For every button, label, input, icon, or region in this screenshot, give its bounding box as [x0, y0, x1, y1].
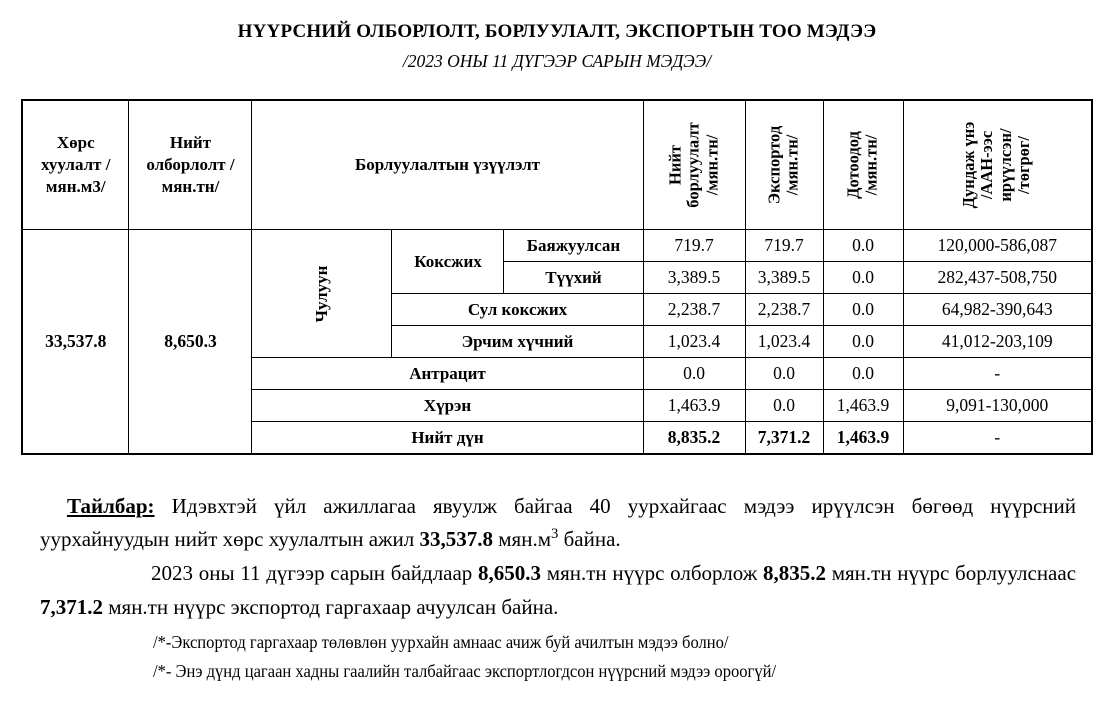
table-header-row	[22, 100, 1092, 230]
header-total-sales	[643, 100, 745, 230]
note1-text-b: байна.	[563, 527, 621, 552]
cell-price-range: 64,982-390,643	[903, 294, 1092, 326]
note2-value-3: 7,371.2	[40, 594, 103, 619]
cell-export: 7,371.2	[745, 422, 823, 454]
cell-total-sales: 8,835.2	[643, 422, 745, 454]
header-overburden: Хөрс хуулалт /мян.м3/	[22, 100, 129, 230]
note2-value-1: 8,650.3	[478, 560, 542, 585]
header-avg-price	[903, 100, 1092, 230]
rotated-header-total-sales: Нийт борлуулалт /мян.тн/	[665, 122, 722, 208]
note-paragraph-1	[40, 490, 1076, 557]
cell-type-semi-coking: Сул коксжих	[392, 294, 643, 326]
cell-export: 0.0	[745, 358, 823, 390]
header-domestic	[823, 100, 903, 230]
cell-total-sales: 1,463.9	[643, 390, 745, 422]
cell-export: 719.7	[745, 230, 823, 262]
cell-total-sales: 719.7	[643, 230, 745, 262]
note2-value-2: 8,835.2	[762, 560, 826, 585]
cell-subtype-washed: Баяжуулсан	[504, 230, 643, 262]
note1-text-a: Идэвхтэй үйл ажиллагаа явуулж байгаа 40 уурхайгаас мэдээ ирүүлсэн бөгөөд нүүрсний уурхайнуудын нийт хөрс хуулалтын ажил	[40, 493, 1077, 552]
note1-value: 33,537.8	[419, 527, 494, 552]
cell-overburden-total: 33,537.8	[22, 230, 129, 454]
header-total-mining: Нийт олборлолт /мян.тн/	[129, 100, 252, 230]
rotated-header-avg-price: Дундаж үнэ /ААН-ээс ирүүлсэн/ /төгрөг/	[959, 121, 1034, 209]
cell-export: 2,238.7	[745, 294, 823, 326]
rotated-header-domestic: Дотоодод /мян.тн/	[843, 131, 881, 199]
cell-domestic: 1,463.9	[823, 390, 903, 422]
cell-group-stone-coal	[252, 230, 392, 358]
cell-price-range: 9,091-130,000	[903, 390, 1092, 422]
header-sales-indicator: Борлуулалтын үзүүлэлт	[252, 100, 643, 230]
cell-domestic: 0.0	[823, 326, 903, 358]
cell-export: 1,023.4	[745, 326, 823, 358]
cell-price-range: 282,437-508,750	[903, 262, 1092, 294]
cell-export: 0.0	[745, 390, 823, 422]
note1-unit: мян.м	[498, 527, 551, 552]
footnote-tsagaan-khad: /*- Энэ дүнд цагаан хадны гаалийн талбайгаас экспортлогдсон нүүрсний мэдээ ороогүй/	[153, 661, 777, 682]
cell-type-coking: Коксжих	[392, 230, 504, 294]
footnotes-section	[153, 628, 1076, 686]
cell-mining-total: 8,650.3	[129, 230, 252, 454]
header-export	[745, 100, 823, 230]
note-label: Тайлбар:	[67, 493, 155, 518]
note-paragraph-2	[40, 557, 1076, 624]
note2-text-d: мян.тн нүүрс экспортод гаргахаар ачуулсан байна.	[108, 594, 559, 619]
cell-subtype-raw: Түүхий	[504, 262, 643, 294]
cell-domestic: 0.0	[823, 358, 903, 390]
cell-total-sales: 1,023.4	[643, 326, 745, 358]
cell-domestic: 0.0	[823, 230, 903, 262]
note2-text-c: мян.тн нүүрс борлуулснаас	[831, 560, 1077, 585]
coal-statistics-table	[21, 99, 1093, 455]
cell-type-thermal: Эрчим хүчний	[392, 326, 643, 358]
rotated-label-stone-coal: Чулуун	[311, 265, 331, 323]
report-subtitle: /2023 ОНЫ 11 ДҮГЭЭР САРЫН МЭДЭЭ/	[402, 50, 712, 71]
cell-type-grand-total: Нийт дүн	[252, 422, 643, 454]
cell-price-range: -	[903, 358, 1092, 390]
cell-type-brown: Хүрэн	[252, 390, 643, 422]
cell-domestic: 1,463.9	[823, 422, 903, 454]
footnote-export-plan: /*-Экспортод гаргахаар төлөвлөн уурхайн амнаас ачиж буй ачилтын мэдээ болно/	[153, 632, 729, 653]
cell-domestic: 0.0	[823, 262, 903, 294]
cell-total-sales: 0.0	[643, 358, 745, 390]
cell-type-anthracite: Антрацит	[252, 358, 643, 390]
report-title: НҮҮРСНИЙ ОЛБОРЛОЛТ, БОРЛУУЛАЛТ, ЭКСПОРТЫН ТОО МЭДЭЭ	[237, 21, 877, 42]
cell-price-range: 120,000-586,087	[903, 230, 1092, 262]
note1-unit-superscript: 3	[551, 526, 559, 543]
cell-price-range: 41,012-203,109	[903, 326, 1092, 358]
cell-total-sales: 3,389.5	[643, 262, 745, 294]
cell-price-range: -	[903, 422, 1092, 454]
note2-text-a: 2023 оны 11 дүгээр сарын байдлаар	[151, 560, 473, 585]
cell-domestic: 0.0	[823, 294, 903, 326]
cell-export: 3,389.5	[745, 262, 823, 294]
note2-text-b: мян.тн нүүрс олборлож	[546, 560, 758, 585]
notes-section	[40, 490, 1076, 624]
table-row-coking-washed	[22, 230, 1092, 262]
rotated-header-export: Экспортод /мян.тн/	[764, 125, 802, 205]
cell-total-sales: 2,238.7	[643, 294, 745, 326]
